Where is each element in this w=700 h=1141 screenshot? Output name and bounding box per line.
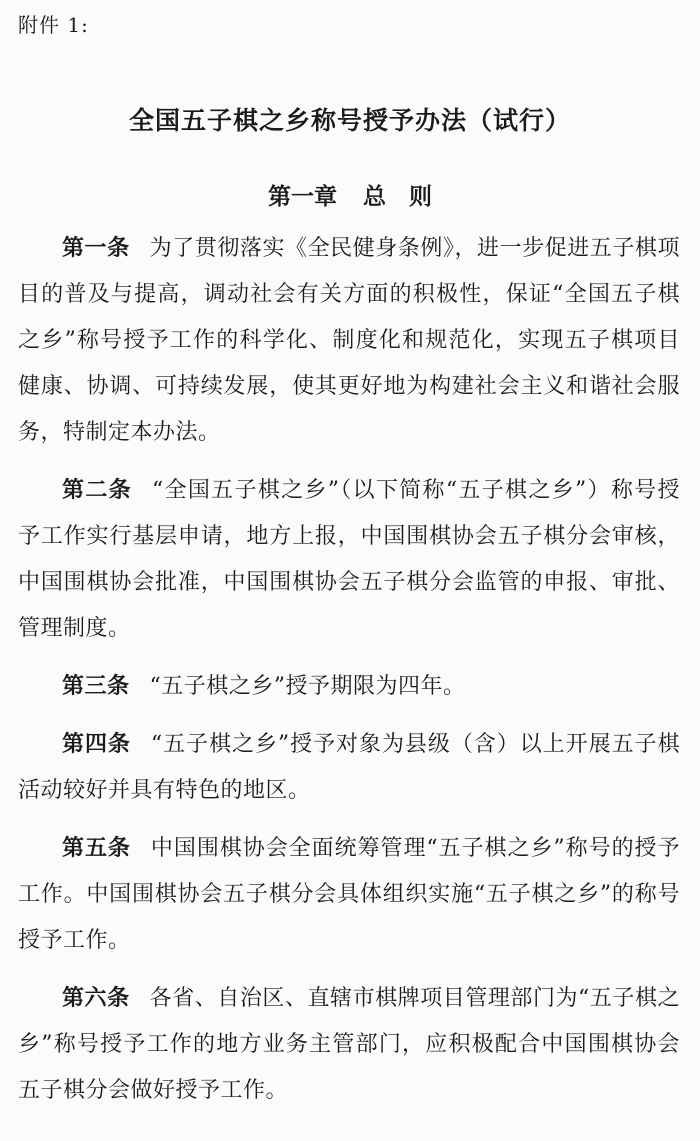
- chapter-label: 第一章: [268, 184, 337, 210]
- document-title: 全国五子棋之乡称号授予办法（试行）: [128, 106, 571, 135]
- chapter-heading: [0, 180, 700, 214]
- article-number: 第二条: [62, 478, 132, 503]
- attachment-label: 附件 1:: [18, 13, 89, 37]
- article-text: 为了贯彻落实《全民健身条例》，进一步促进五子棋项目的普及与提高，调动社会有关方面的积极性，保证“全国五子棋之乡”称号授予工作的科学化、制度化和规范化，实现五子棋项目健康、协调、可持续发展，使其更好地为构建社会主义和谐社会服务，特制定本办法。: [18, 236, 680, 445]
- article-1: [18, 226, 680, 456]
- article-5: [18, 826, 680, 964]
- article-4: [18, 722, 680, 814]
- article-number: 第五条: [62, 836, 131, 861]
- chapter-name: 总 则: [363, 184, 432, 210]
- article-number: 第四条: [62, 732, 131, 757]
- article-text: 各省、自治区、直辖市棋牌项目管理部门为“五子棋之乡”称号授予工作的地方业务主管部门，应积极配合中国围棋协会五子棋分会做好授予工作。: [18, 986, 680, 1103]
- article-number: 第一条: [62, 236, 130, 261]
- article-3: [18, 664, 680, 710]
- article-text: “五子棋之乡”授予期限为四年。: [149, 674, 466, 699]
- article-text: 中国围棋协会全面统筹管理“五子棋之乡”称号的授予工作。中国围棋协会五子棋分会具体组织实施“五子棋之乡”的称号授予工作。: [18, 836, 680, 953]
- article-number: 第六条: [62, 986, 130, 1011]
- article-6: [18, 976, 680, 1114]
- article-number: 第三条: [62, 674, 130, 699]
- article-text: “五子棋之乡”授予对象为县级（含）以上开展五子棋活动较好并具有特色的地区。: [18, 732, 680, 803]
- article-text: “全国五子棋之乡”（以下简称“五子棋之乡”）称号授予工作实行基层申请，地方上报，中国围棋协会五子棋分会审核，中国围棋协会批准，中国围棋协会五子棋分会监管的申报、审批、管理制度。: [18, 478, 680, 641]
- document-body: [18, 226, 680, 1126]
- article-2: [18, 468, 680, 652]
